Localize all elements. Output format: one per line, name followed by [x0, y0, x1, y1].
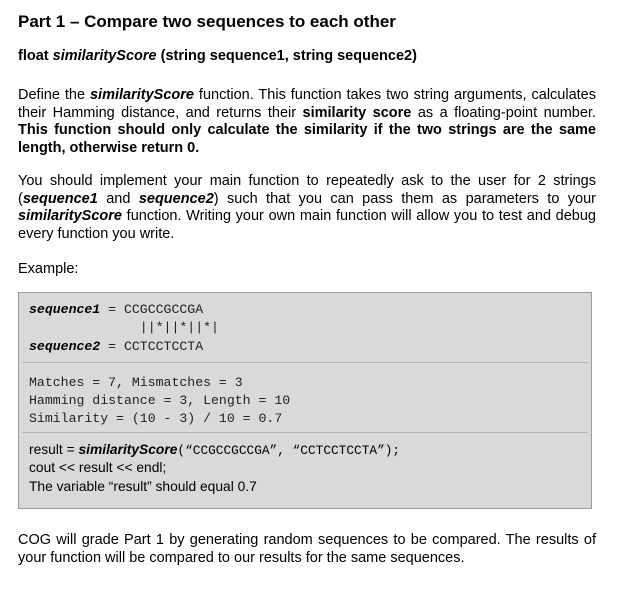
function-name: similarityScore: [78, 442, 178, 457]
grading-paragraph: COG will grade Part 1 by generating random sequences to be compared. The results of your function will be compared to our results for the same sequences.: [18, 532, 596, 566]
function-name: similarityScore: [18, 208, 122, 224]
matches-line: Matches = 7, Mismatches = 3: [29, 375, 243, 390]
code-text: result =: [29, 442, 79, 457]
match-markers: ||*||*||*|: [29, 320, 219, 335]
description-paragraph: [18, 87, 596, 157]
bold-text: This function should only calculate the similarity if the two strings are the same length, otherwise return 0.: [18, 122, 596, 156]
function-params: (string sequence1, string sequence2): [160, 48, 417, 64]
param-name: sequence1: [22, 190, 98, 207]
text: You should implement your main function to repeatedly ask to the user for 2 strings (: [18, 173, 596, 207]
hamming-line: Hamming distance = 3, Length = 10: [29, 393, 291, 408]
text: function. Writing your own main function will allow you to test and debug every function you write.: [18, 208, 596, 242]
section-title: Part 1 – Compare two sequences to each other: [18, 12, 396, 31]
param-name: sequence2: [138, 190, 214, 207]
code-line-call: [29, 442, 400, 458]
sequence2-label: sequence2: [29, 339, 101, 354]
divider: [22, 432, 588, 433]
text: as a floating-point number.: [411, 104, 596, 121]
function-name: similarityScore: [52, 48, 157, 64]
return-type: float: [18, 48, 49, 64]
text: ) such that you can pass them as parameters to your: [213, 190, 597, 207]
sequence1-line: [29, 302, 203, 317]
sequence1-label: sequence1: [29, 302, 101, 317]
function-name: similarityScore: [89, 87, 194, 103]
code-line-result: The variable “result” should equal 0.7: [29, 479, 257, 494]
function-signature: [18, 48, 417, 64]
code-args: (“CCGCCGCCGA”, “CCTCCTCCTA”);: [177, 443, 401, 458]
similarity-line: Similarity = (10 - 3) / 10 = 0.7: [29, 411, 283, 426]
sequence2-value: = CCTCCTCCTA: [100, 339, 204, 354]
main-function-paragraph: [18, 173, 596, 243]
bold-text: similarity score: [302, 104, 412, 121]
text: and: [97, 190, 139, 207]
sequence1-value: = CCGCCGCCGA: [100, 302, 204, 317]
sequence2-line: [29, 339, 203, 354]
code-line-cout: cout << result << endl;: [29, 460, 167, 475]
text: function. This function takes two string arguments, calculates their Hamming distance, and returns their: [18, 87, 596, 121]
divider: [22, 362, 588, 363]
example-box: [18, 292, 592, 509]
example-label: Example:: [18, 261, 79, 277]
text: Define the: [18, 87, 90, 103]
